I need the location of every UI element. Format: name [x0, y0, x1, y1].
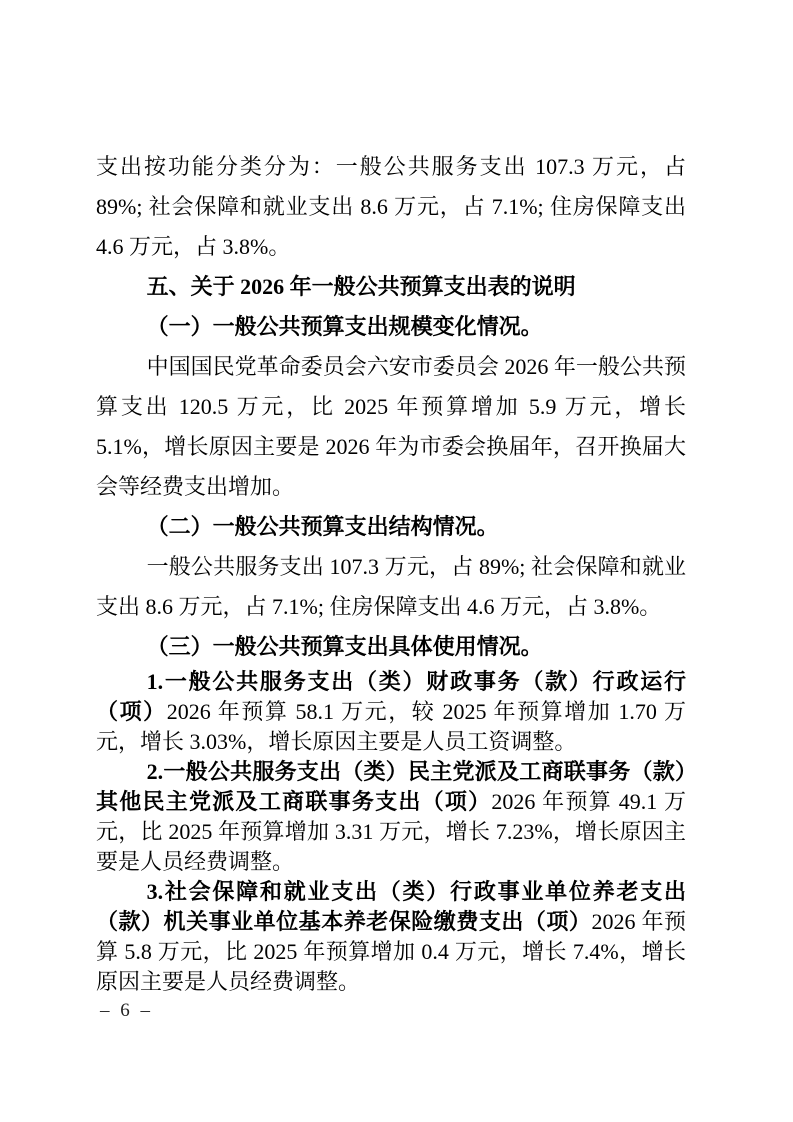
item2-title: 2.一般公共服务支出（类）民主党派及工商联事务（款）其他民主党派及工商联事务支出（项）: [96, 759, 686, 814]
expenditure-items-block: [96, 667, 686, 997]
subsection1-heading: （一）一般公共预算支出规模变化情况。: [146, 314, 543, 339]
item1-detail: 2026 年预算 58.1 万元，较 2025 年预算增加 1.70 万元，增长 3.03%，增长原因主要是人员工资调整。: [96, 699, 686, 754]
upper-text-block: [96, 147, 686, 667]
item2-detail: 2026 年预算 49.1 万元，比 2025 年预算增加 3.31 万元，增长 7.23%，增长原因主要是人员经费调整。: [96, 789, 686, 874]
subsection2-heading: （二）一般公共预算支出结构情况。: [146, 514, 499, 539]
expenditure-item-2: [96, 757, 686, 877]
intro-paragraph: 支出按功能分类分为：一般公共服务支出 107.3 万元，占 89%; 社会保障和就业支出 8.6 万元，占 7.1%; 住房保障支出 4.6 万元，占 3.8%。: [96, 154, 686, 259]
subsection2-paragraph: 一般公共服务支出 107.3 万元，占 89%; 社会保障和就业支出 8.6 万元，占 7.1%; 住房保障支出 4.6 万元，占 3.8%。: [96, 554, 686, 619]
subsection3-heading: （三）一般公共预算支出具体使用情况。: [146, 634, 543, 659]
item3-detail: 2026 年预算 5.8 万元，比 2025 年预算增加 0.4 万元，增长 7.4%，增长原因主要是人员经费调整。: [96, 909, 686, 994]
subsection1-paragraph: 中国国民党革命委员会六安市委员会 2026 年一般公共预算支出 120.5 万元，比 2025 年预算增加 5.9 万元，增长 5.1%，增长原因主要是 2026 年为市委会换届年，召开换届大会等经费支出增加。: [96, 354, 686, 499]
expenditure-item-1: [96, 667, 686, 757]
document-body: [96, 147, 686, 997]
section5-heading: 五、关于 2026 年一般公共预算支出表的说明: [146, 274, 576, 299]
item3-title: 3.社会保障和就业支出（类）行政事业单位养老支出（款）机关事业单位基本养老保险缴费支出（项）: [96, 879, 686, 934]
expenditure-item-3: [96, 877, 686, 997]
page-number: – 6 –: [100, 1000, 153, 1021]
item1-title: 1.一般公共服务支出（类）财政事务（款）行政运行（项）: [96, 669, 686, 724]
